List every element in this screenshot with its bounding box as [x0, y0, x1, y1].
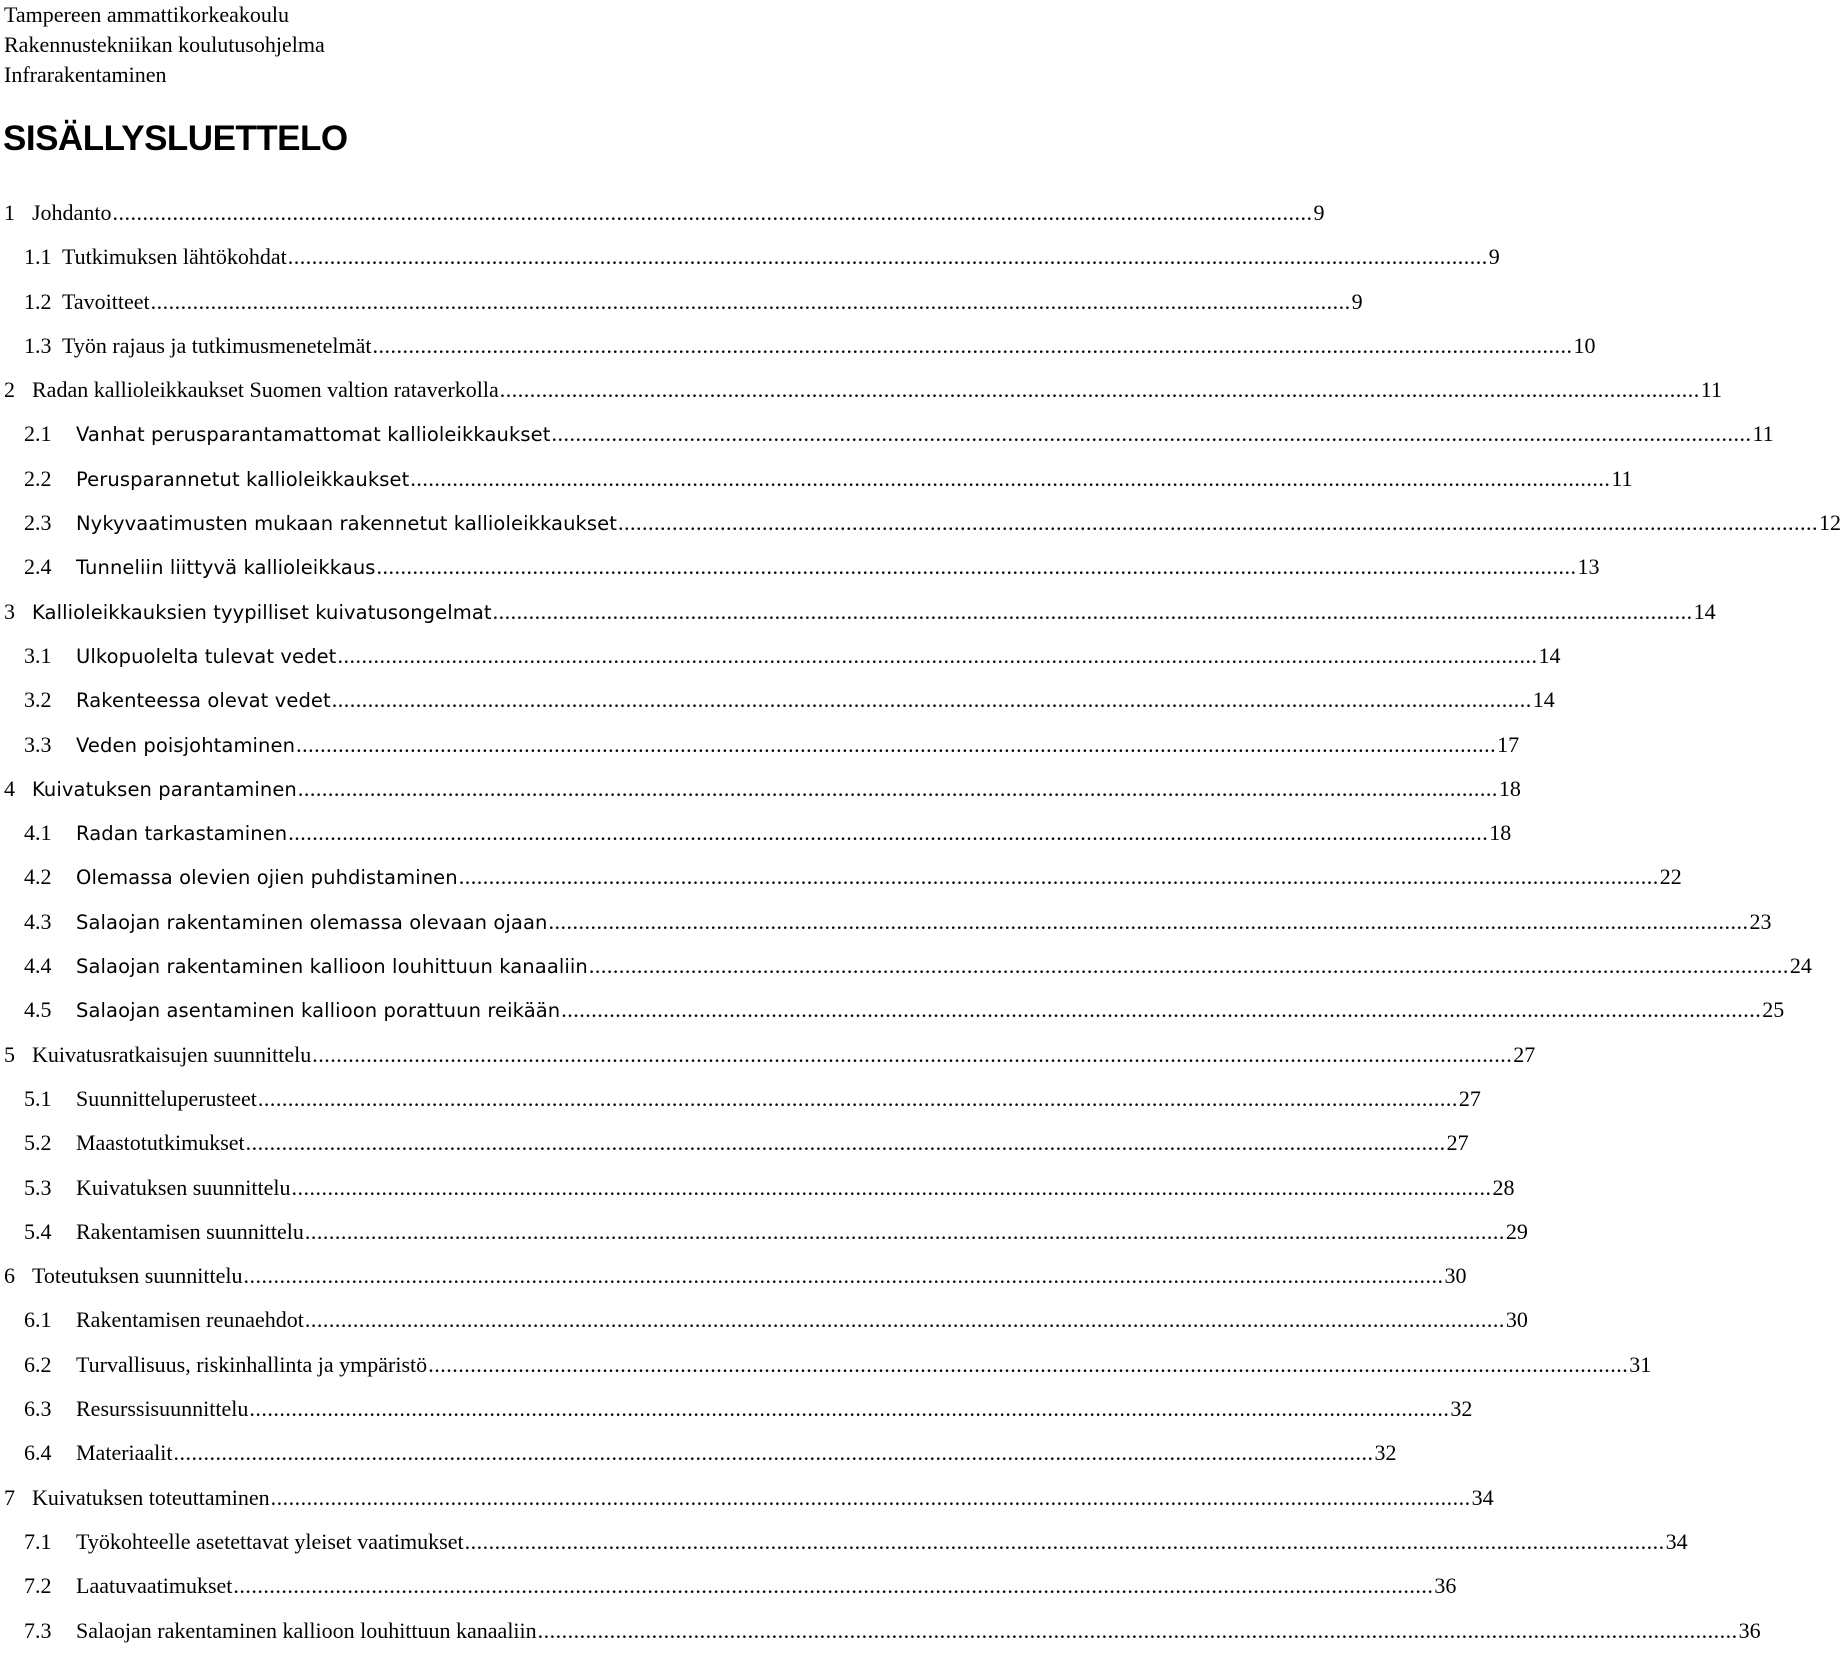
toc-entry-title: Kuivatuksen suunnittelu: [76, 1174, 291, 1200]
toc-entry-number: 5.2: [24, 1130, 52, 1156]
toc-entry-number: 3.2: [24, 687, 52, 713]
degree-programme: Rakennustekniikan koulutusohjelma: [4, 32, 325, 57]
toc-entry-page-number: 34: [1471, 1484, 1494, 1510]
toc-entry-page-number: 32: [1374, 1440, 1397, 1466]
toc-entry-title: Turvallisuus, riskinhallinta ja ympäristö: [76, 1351, 428, 1377]
toc-entry-number: 6.3: [24, 1396, 52, 1422]
toc-entry-page-number: 27: [1458, 1085, 1481, 1111]
toc-entry[interactable]: [0, 1040, 1536, 1084]
toc-entry-page-number: 18: [1498, 775, 1521, 801]
toc-entry-title: Perusparannetut kallioleikkaukset: [76, 467, 410, 491]
dot-leader: ........................................................................................................................................................................................................: [243, 1263, 1444, 1289]
toc-entry[interactable]: [0, 1350, 1652, 1394]
toc-entry-number: 1.3: [24, 332, 52, 358]
toc-entry[interactable]: [0, 1483, 1494, 1527]
dot-leader: ........................................................................................................................................................................................................: [288, 820, 1489, 846]
toc-title: SISÄLLYSLUETTELO: [3, 119, 348, 158]
dot-leader: ........................................................................................................................................................................................................: [297, 775, 1498, 801]
toc-entry-page-number: 31: [1629, 1351, 1652, 1377]
dot-leader: ........................................................................................................................................................................................................: [618, 510, 1819, 536]
toc-entry-number: 5: [4, 1041, 15, 1067]
toc-entry-page-number: 36: [1434, 1573, 1457, 1599]
toc-entry-number: 2.1: [24, 421, 52, 447]
dot-leader: ........................................................................................................................................................................................................: [561, 997, 1762, 1023]
toc-entry-title: Salaojan asentaminen kallioon porattuun reikään: [76, 999, 561, 1023]
toc-entry[interactable]: [0, 1261, 1467, 1305]
toc-entry[interactable]: [0, 685, 1555, 729]
toc-entry[interactable]: [0, 1527, 1688, 1571]
toc-entry-page-number: 25: [1762, 997, 1785, 1023]
toc-entry-page-number: 29: [1505, 1218, 1528, 1244]
toc-entry[interactable]: [0, 597, 1716, 641]
dot-leader: ........................................................................................................................................................................................................: [173, 1440, 1374, 1466]
dot-leader: ........................................................................................................................................................................................................: [296, 731, 1497, 757]
toc-entry-line: [76, 1128, 1469, 1158]
institution-name: Tampereen ammattikorkeakoulu: [4, 2, 289, 27]
toc-entry-line: [76, 1084, 1481, 1114]
toc-entry-number: 4: [4, 775, 15, 801]
dot-leader: ........................................................................................................................................................................................................: [376, 554, 1577, 580]
dot-leader: ........................................................................................................................................................................................................: [245, 1130, 1446, 1156]
toc-entry-number: 1.2: [24, 288, 52, 314]
toc-entry-title: Maastotutkimukset: [76, 1130, 245, 1156]
toc-entry-line: [32, 1483, 1494, 1513]
toc-entry[interactable]: [0, 464, 1633, 508]
toc-entry[interactable]: [0, 730, 1520, 774]
toc-entry-line: [76, 907, 1772, 938]
toc-entry-number: 4.2: [24, 864, 52, 890]
toc-entry-page-number: 14: [1693, 598, 1716, 624]
toc-entry-line: [62, 287, 1363, 317]
toc-entry-title: Kuivatusratkaisujen suunnittelu: [32, 1041, 312, 1067]
toc-entry-line: [76, 1438, 1397, 1468]
dot-leader: ........................................................................................................................................................................................................: [548, 908, 1749, 934]
dot-leader: ........................................................................................................................................................................................................: [331, 687, 1532, 713]
toc-entry-title: Työkohteelle asetettavat yleiset vaatimukset: [76, 1528, 464, 1554]
toc-entry-title: Kuivatuksen toteuttaminen: [32, 1484, 270, 1510]
toc-entry-number: 3.3: [24, 731, 52, 757]
toc-entry-number: 4.5: [24, 997, 52, 1023]
toc-entry-line: [32, 774, 1521, 805]
toc-entry[interactable]: [0, 419, 1774, 463]
toc-entry-title: Ulkopuolelta tulevat vedet: [76, 644, 337, 668]
toc-entry-title: Salaojan rakentaminen kallioon louhittuun kanaaliin: [76, 1617, 537, 1643]
toc-entry-page-number: 9: [1313, 200, 1325, 225]
toc-entry-page-number: 17: [1497, 731, 1520, 757]
toc-entry-number: 4.1: [24, 820, 52, 846]
toc-entry-title: Toteutuksen suunnittelu: [32, 1263, 243, 1289]
dot-leader: ........................................................................................................................................................................................................: [537, 1617, 1738, 1643]
toc-entry-title: Radan tarkastaminen: [76, 822, 288, 846]
toc-entry-title: Salaojan rakentaminen olemassa olevaan ojaan: [76, 910, 548, 934]
toc-entry-line: [76, 1350, 1652, 1380]
toc-entry-line: [32, 198, 1325, 228]
dot-leader: ........................................................................................................................................................................................................: [337, 642, 1538, 668]
toc-entry-title: Suunnitteluperusteet: [76, 1085, 257, 1111]
toc-entry-line: [62, 331, 1596, 361]
toc-entry[interactable]: [0, 242, 1500, 286]
toc-entry-title: Resurssisuunnittelu: [76, 1396, 249, 1422]
toc-entry-number: 4.4: [24, 953, 52, 979]
dot-leader: ........................................................................................................................................................................................................: [312, 1041, 1513, 1067]
toc-entry-page-number: 14: [1538, 642, 1561, 668]
toc-entry-line: [76, 1571, 1457, 1601]
dot-leader: ........................................................................................................................................................................................................: [291, 1174, 1492, 1200]
toc-entry-title: Olemassa olevien ojien puhdistaminen: [76, 866, 458, 890]
table-of-contents: [0, 198, 1841, 1660]
toc-entry-number: 6.1: [24, 1307, 52, 1333]
toc-entry-number: 1: [4, 200, 15, 225]
toc-entry-title: Työn rajaus ja tutkimusmenetelmät: [62, 332, 372, 358]
toc-entry-number: 7.2: [24, 1573, 52, 1599]
toc-entry-line: [76, 862, 1682, 893]
toc-entry-page-number: 30: [1444, 1263, 1467, 1289]
toc-entry-page-number: 23: [1749, 908, 1772, 934]
toc-entry-title: Nykyvaatimusten mukaan rakennetut kallioleikkaukset: [76, 512, 618, 536]
toc-entry-page-number: 11: [1700, 377, 1722, 403]
toc-entry-number: 2.3: [24, 510, 52, 536]
toc-entry-title: Kallioleikkauksien tyypilliset kuivatusongelmat: [32, 600, 492, 624]
toc-entry[interactable]: [0, 907, 1772, 951]
toc-entry-title: Johdanto: [32, 200, 112, 225]
toc-entry[interactable]: [0, 1128, 1469, 1172]
toc-entry-line: [76, 419, 1774, 450]
toc-entry[interactable]: [0, 331, 1596, 375]
toc-entry-page-number: 9: [1488, 244, 1500, 270]
toc-entry-page-number: 13: [1577, 554, 1600, 580]
dot-leader: ........................................................................................................................................................................................................: [304, 1307, 1505, 1333]
toc-entry-title: Veden poisjohtaminen: [76, 733, 296, 757]
toc-entry-line: [76, 1217, 1528, 1247]
toc-entry[interactable]: [0, 818, 1512, 862]
toc-entry[interactable]: [0, 198, 1325, 242]
toc-entry-line: [62, 242, 1500, 272]
toc-entry-line: [76, 641, 1561, 672]
toc-entry-number: 1.1: [24, 244, 52, 270]
toc-entry[interactable]: [0, 1571, 1457, 1615]
toc-entry-title: Radan kallioleikkaukset Suomen valtion rataverkolla: [32, 377, 499, 403]
toc-entry-line: [76, 818, 1512, 849]
toc-entry-line: [76, 730, 1520, 761]
dot-leader: ........................................................................................................................................................................................................: [551, 421, 1752, 447]
dot-leader: ........................................................................................................................................................................................................: [499, 377, 1700, 403]
toc-entry[interactable]: [0, 641, 1561, 685]
toc-entry-line: [76, 1305, 1528, 1335]
dot-leader: ........................................................................................................................................................................................................: [410, 465, 1611, 491]
toc-entry-number: 5.4: [24, 1218, 52, 1244]
dot-leader: ........................................................................................................................................................................................................: [464, 1528, 1665, 1554]
toc-entry-line: [76, 995, 1785, 1026]
toc-entry-title: Kuivatuksen parantaminen: [32, 777, 297, 801]
toc-entry-page-number: 11: [1611, 465, 1633, 491]
toc-entry-title: Laatuvaatimukset: [76, 1573, 233, 1599]
toc-entry-page-number: 24: [1789, 953, 1812, 979]
toc-entry-title: Materiaalit: [76, 1440, 173, 1466]
toc-entry-line: [32, 1040, 1536, 1070]
toc-entry-title: Tavoitteet: [62, 288, 150, 314]
toc-entry-page-number: 22: [1659, 864, 1682, 890]
document-header: [4, 0, 325, 90]
toc-entry-line: [32, 597, 1716, 628]
dot-leader: ........................................................................................................................................................................................................: [249, 1396, 1450, 1422]
dot-leader: ........................................................................................................................................................................................................: [112, 200, 1313, 225]
toc-entry-page-number: 27: [1446, 1130, 1469, 1156]
toc-entry-title: Rakenteessa olevat vedet: [76, 689, 331, 713]
toc-entry-number: 3: [4, 598, 15, 624]
toc-entry-number: 6.4: [24, 1440, 52, 1466]
toc-entry-line: [76, 1616, 1761, 1646]
specialisation: Infrarakentaminen: [4, 62, 167, 87]
toc-entry-number: 6: [4, 1263, 15, 1289]
toc-entry-page-number: 34: [1665, 1528, 1688, 1554]
dot-leader: ........................................................................................................................................................................................................: [233, 1573, 1434, 1599]
toc-entry[interactable]: [0, 1173, 1515, 1217]
toc-entry-number: 4.3: [24, 908, 52, 934]
toc-entry-page-number: 32: [1450, 1396, 1473, 1422]
toc-entry[interactable]: [0, 287, 1363, 331]
toc-entry-title: Rakentamisen reunaehdot: [76, 1307, 304, 1333]
toc-entry-line: [76, 1394, 1473, 1424]
toc-entry[interactable]: [0, 951, 1812, 995]
toc-entry[interactable]: [0, 774, 1521, 818]
toc-entry-title: Vanhat perusparantamattomat kallioleikkaukset: [76, 423, 551, 447]
toc-entry-page-number: 14: [1532, 687, 1555, 713]
toc-entry-line: [76, 552, 1600, 583]
toc-entry-title: Salaojan rakentaminen kallioon louhittuun kanaaliin: [76, 955, 588, 979]
toc-entry-page-number: 9: [1351, 288, 1363, 314]
toc-entry[interactable]: [0, 1305, 1528, 1349]
toc-entry-line: [76, 508, 1841, 539]
toc-entry[interactable]: [0, 862, 1682, 906]
toc-entry[interactable]: [0, 995, 1785, 1039]
toc-entry-line: [76, 464, 1633, 495]
toc-entry-number: 5.3: [24, 1174, 52, 1200]
dot-leader: ........................................................................................................................................................................................................: [304, 1218, 1505, 1244]
dot-leader: ........................................................................................................................................................................................................: [492, 598, 1693, 624]
toc-entry-line: [32, 1261, 1467, 1291]
toc-entry-line: [76, 685, 1555, 716]
dot-leader: ........................................................................................................................................................................................................: [372, 332, 1573, 358]
toc-entry-page-number: 30: [1505, 1307, 1528, 1333]
toc-entry-number: 7.3: [24, 1617, 52, 1643]
toc-entry-number: 6.2: [24, 1351, 52, 1377]
toc-entry-page-number: 36: [1738, 1617, 1761, 1643]
toc-entry[interactable]: [0, 1394, 1473, 1438]
toc-entry-number: 2.4: [24, 554, 52, 580]
dot-leader: ........................................................................................................................................................................................................: [428, 1351, 1629, 1377]
toc-entry-line: [76, 1527, 1688, 1557]
toc-entry[interactable]: [0, 508, 1841, 552]
toc-entry[interactable]: [0, 1438, 1397, 1482]
toc-entry-number: 5.1: [24, 1085, 52, 1111]
toc-entry[interactable]: [0, 1217, 1528, 1261]
toc-entry[interactable]: [0, 1084, 1481, 1128]
toc-entry-line: [76, 1173, 1515, 1203]
toc-entry-title: Tutkimuksen lähtökohdat: [62, 244, 287, 270]
toc-entry-page-number: 10: [1573, 332, 1596, 358]
toc-entry[interactable]: [0, 552, 1600, 596]
dot-leader: ........................................................................................................................................................................................................: [287, 244, 1488, 270]
toc-entry-page-number: 28: [1492, 1174, 1515, 1200]
toc-entry-number: 2: [4, 377, 15, 403]
toc-entry-page-number: 27: [1513, 1041, 1536, 1067]
toc-entry[interactable]: [0, 1616, 1761, 1660]
dot-leader: ........................................................................................................................................................................................................: [150, 288, 1351, 314]
dot-leader: ........................................................................................................................................................................................................: [588, 953, 1789, 979]
toc-entry-line: [76, 951, 1812, 982]
toc-entry-number: 7: [4, 1484, 15, 1510]
dot-leader: ........................................................................................................................................................................................................: [458, 864, 1659, 890]
dot-leader: ........................................................................................................................................................................................................: [270, 1484, 1471, 1510]
toc-entry-number: 2.2: [24, 465, 52, 491]
toc-entry-title: Rakentamisen suunnittelu: [76, 1218, 304, 1244]
toc-entry-page-number: 11: [1752, 421, 1774, 447]
toc-entry-number: 3.1: [24, 642, 52, 668]
toc-entry-page-number: 18: [1489, 820, 1512, 846]
toc-entry-page-number: 12: [1819, 510, 1841, 536]
toc-entry-title: Tunneliin liittyvä kallioleikkaus: [76, 556, 376, 580]
toc-entry[interactable]: [0, 375, 1722, 419]
toc-entry-number: 7.1: [24, 1528, 52, 1554]
dot-leader: ........................................................................................................................................................................................................: [257, 1085, 1458, 1111]
toc-entry-line: [32, 375, 1722, 405]
